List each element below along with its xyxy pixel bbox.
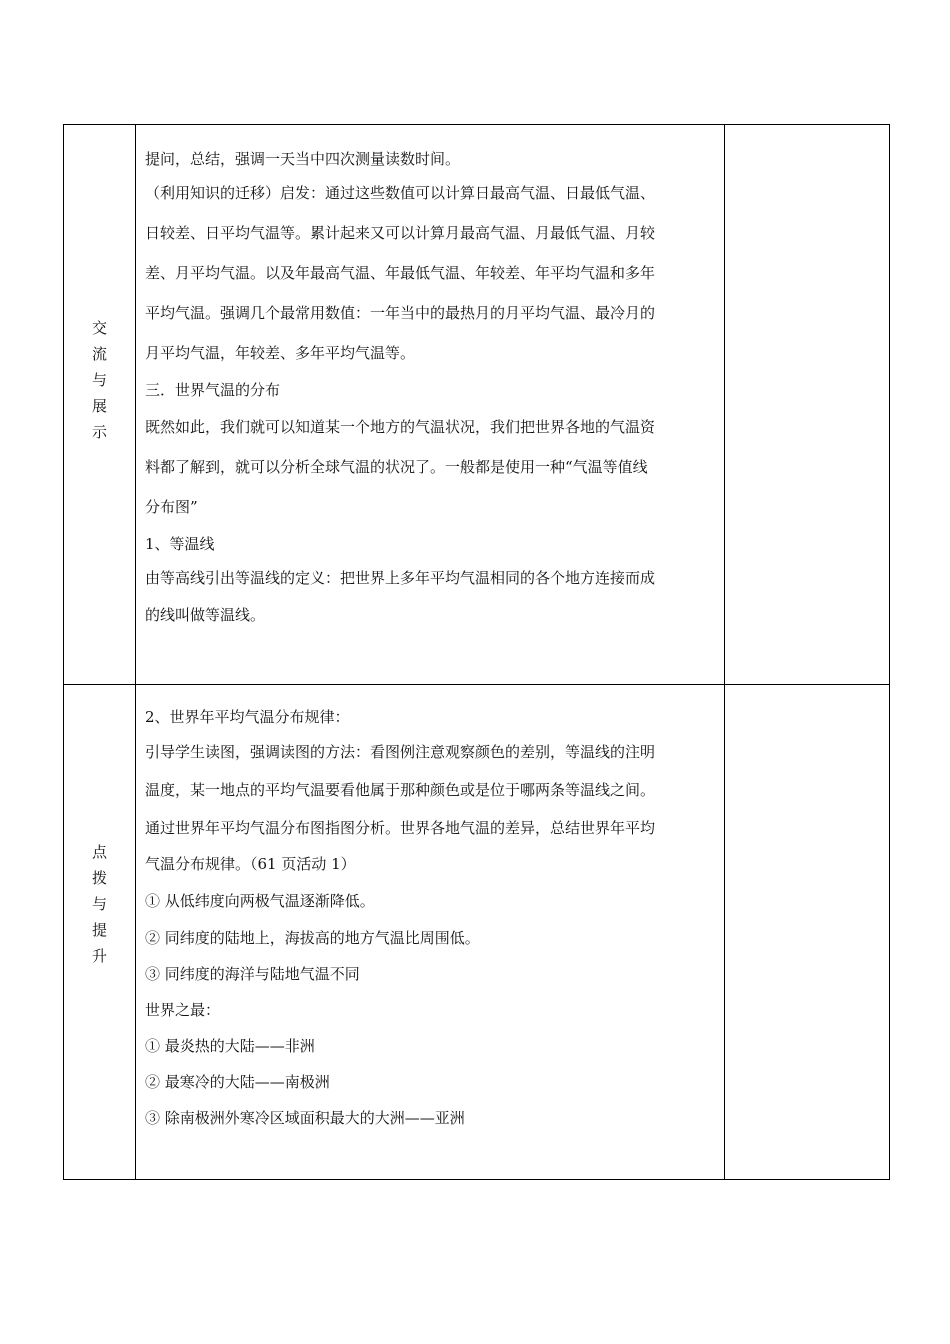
label-char: 示: [91, 423, 107, 441]
content-line: 由等高线引出等温线的定义：把世界上多年平均气温相同的各个地方连接而成: [145, 569, 656, 587]
content-line: 2、世界年平均气温分布规律：: [145, 708, 350, 726]
row-content-guide-improve: [145, 700, 725, 1136]
content-line: 温度，某一地点的平均气温要看他属于那种颜色或是位于哪两条等温线之间。: [145, 781, 656, 799]
label-char: 拨: [91, 869, 107, 887]
content-line: 日较差、日平均气温等。累计起来又可以计算月最高气温、月最低气温、月较: [145, 224, 656, 242]
content-line: 1、等温线: [145, 535, 215, 553]
label-char: 提: [91, 921, 107, 939]
content-line: 的线叫做等温线。: [145, 606, 266, 624]
content-line: 料都了解到，就可以分析全球气温的状况了。一般都是使用一种“气温等值线: [145, 458, 648, 476]
label-char: 升: [91, 947, 107, 965]
content-line: 月平均气温，年较差、多年平均气温等。: [145, 344, 416, 362]
content-line: ② 同纬度的陆地上，海拔高的地方气温比周围低。: [145, 929, 480, 947]
content-line: 既然如此，我们就可以知道某一个地方的气温状况，我们把世界各地的气温资: [145, 418, 656, 436]
content-line: ③ 同纬度的海洋与陆地气温不同: [145, 965, 360, 983]
label-char: 点: [91, 843, 107, 861]
content-line: 气温分布规律。（61 页活动 1）: [145, 855, 356, 873]
lesson-table: [63, 124, 890, 1180]
content-line: 通过世界年平均气温分布图指图分析。世界各地气温的差异，总结世界年平均: [145, 819, 656, 837]
content-line: 平均气温。强调几个最常用数值：一年当中的最热月的月平均气温、最冷月的: [145, 304, 656, 322]
content-line: ② 最寒冷的大陆——南极洲: [145, 1073, 330, 1091]
column-divider-left: [135, 125, 136, 1179]
label-char: 流: [91, 345, 107, 363]
content-line: 提问，总结，强调一天当中四次测量读数时间。: [145, 150, 461, 168]
content-line: 分布图”: [145, 498, 198, 516]
content-line: 差、月平均气温。以及年最高气温、年最低气温、年较差、年平均气温和多年: [145, 264, 656, 282]
label-char: 与: [91, 895, 107, 913]
row-divider: [64, 684, 889, 685]
content-line: 引导学生读图，强调读图的方法：看图例注意观察颜色的差别，等温线的注明: [145, 743, 656, 761]
content-line: 世界之最：: [145, 1001, 221, 1019]
label-char: 与: [91, 371, 107, 389]
row-label-exchange-display: [64, 315, 135, 445]
content-line: ① 最炎热的大陆——非洲: [145, 1037, 315, 1055]
content-line: （利用知识的迁移）启发：通过这些数值可以计算日最高气温、日最低气温、: [145, 184, 656, 202]
label-char: 交: [91, 319, 107, 337]
label-char: 展: [91, 397, 107, 415]
content-line: 三．世界气温的分布: [145, 381, 281, 399]
row-label-guide-improve: [64, 839, 135, 969]
content-line: ① 从低纬度向两极气温逐渐降低。: [145, 892, 375, 910]
row-content-exchange-display: [145, 145, 725, 635]
content-line: ③ 除南极洲外寒冷区域面积最大的大洲——亚洲: [145, 1109, 465, 1127]
